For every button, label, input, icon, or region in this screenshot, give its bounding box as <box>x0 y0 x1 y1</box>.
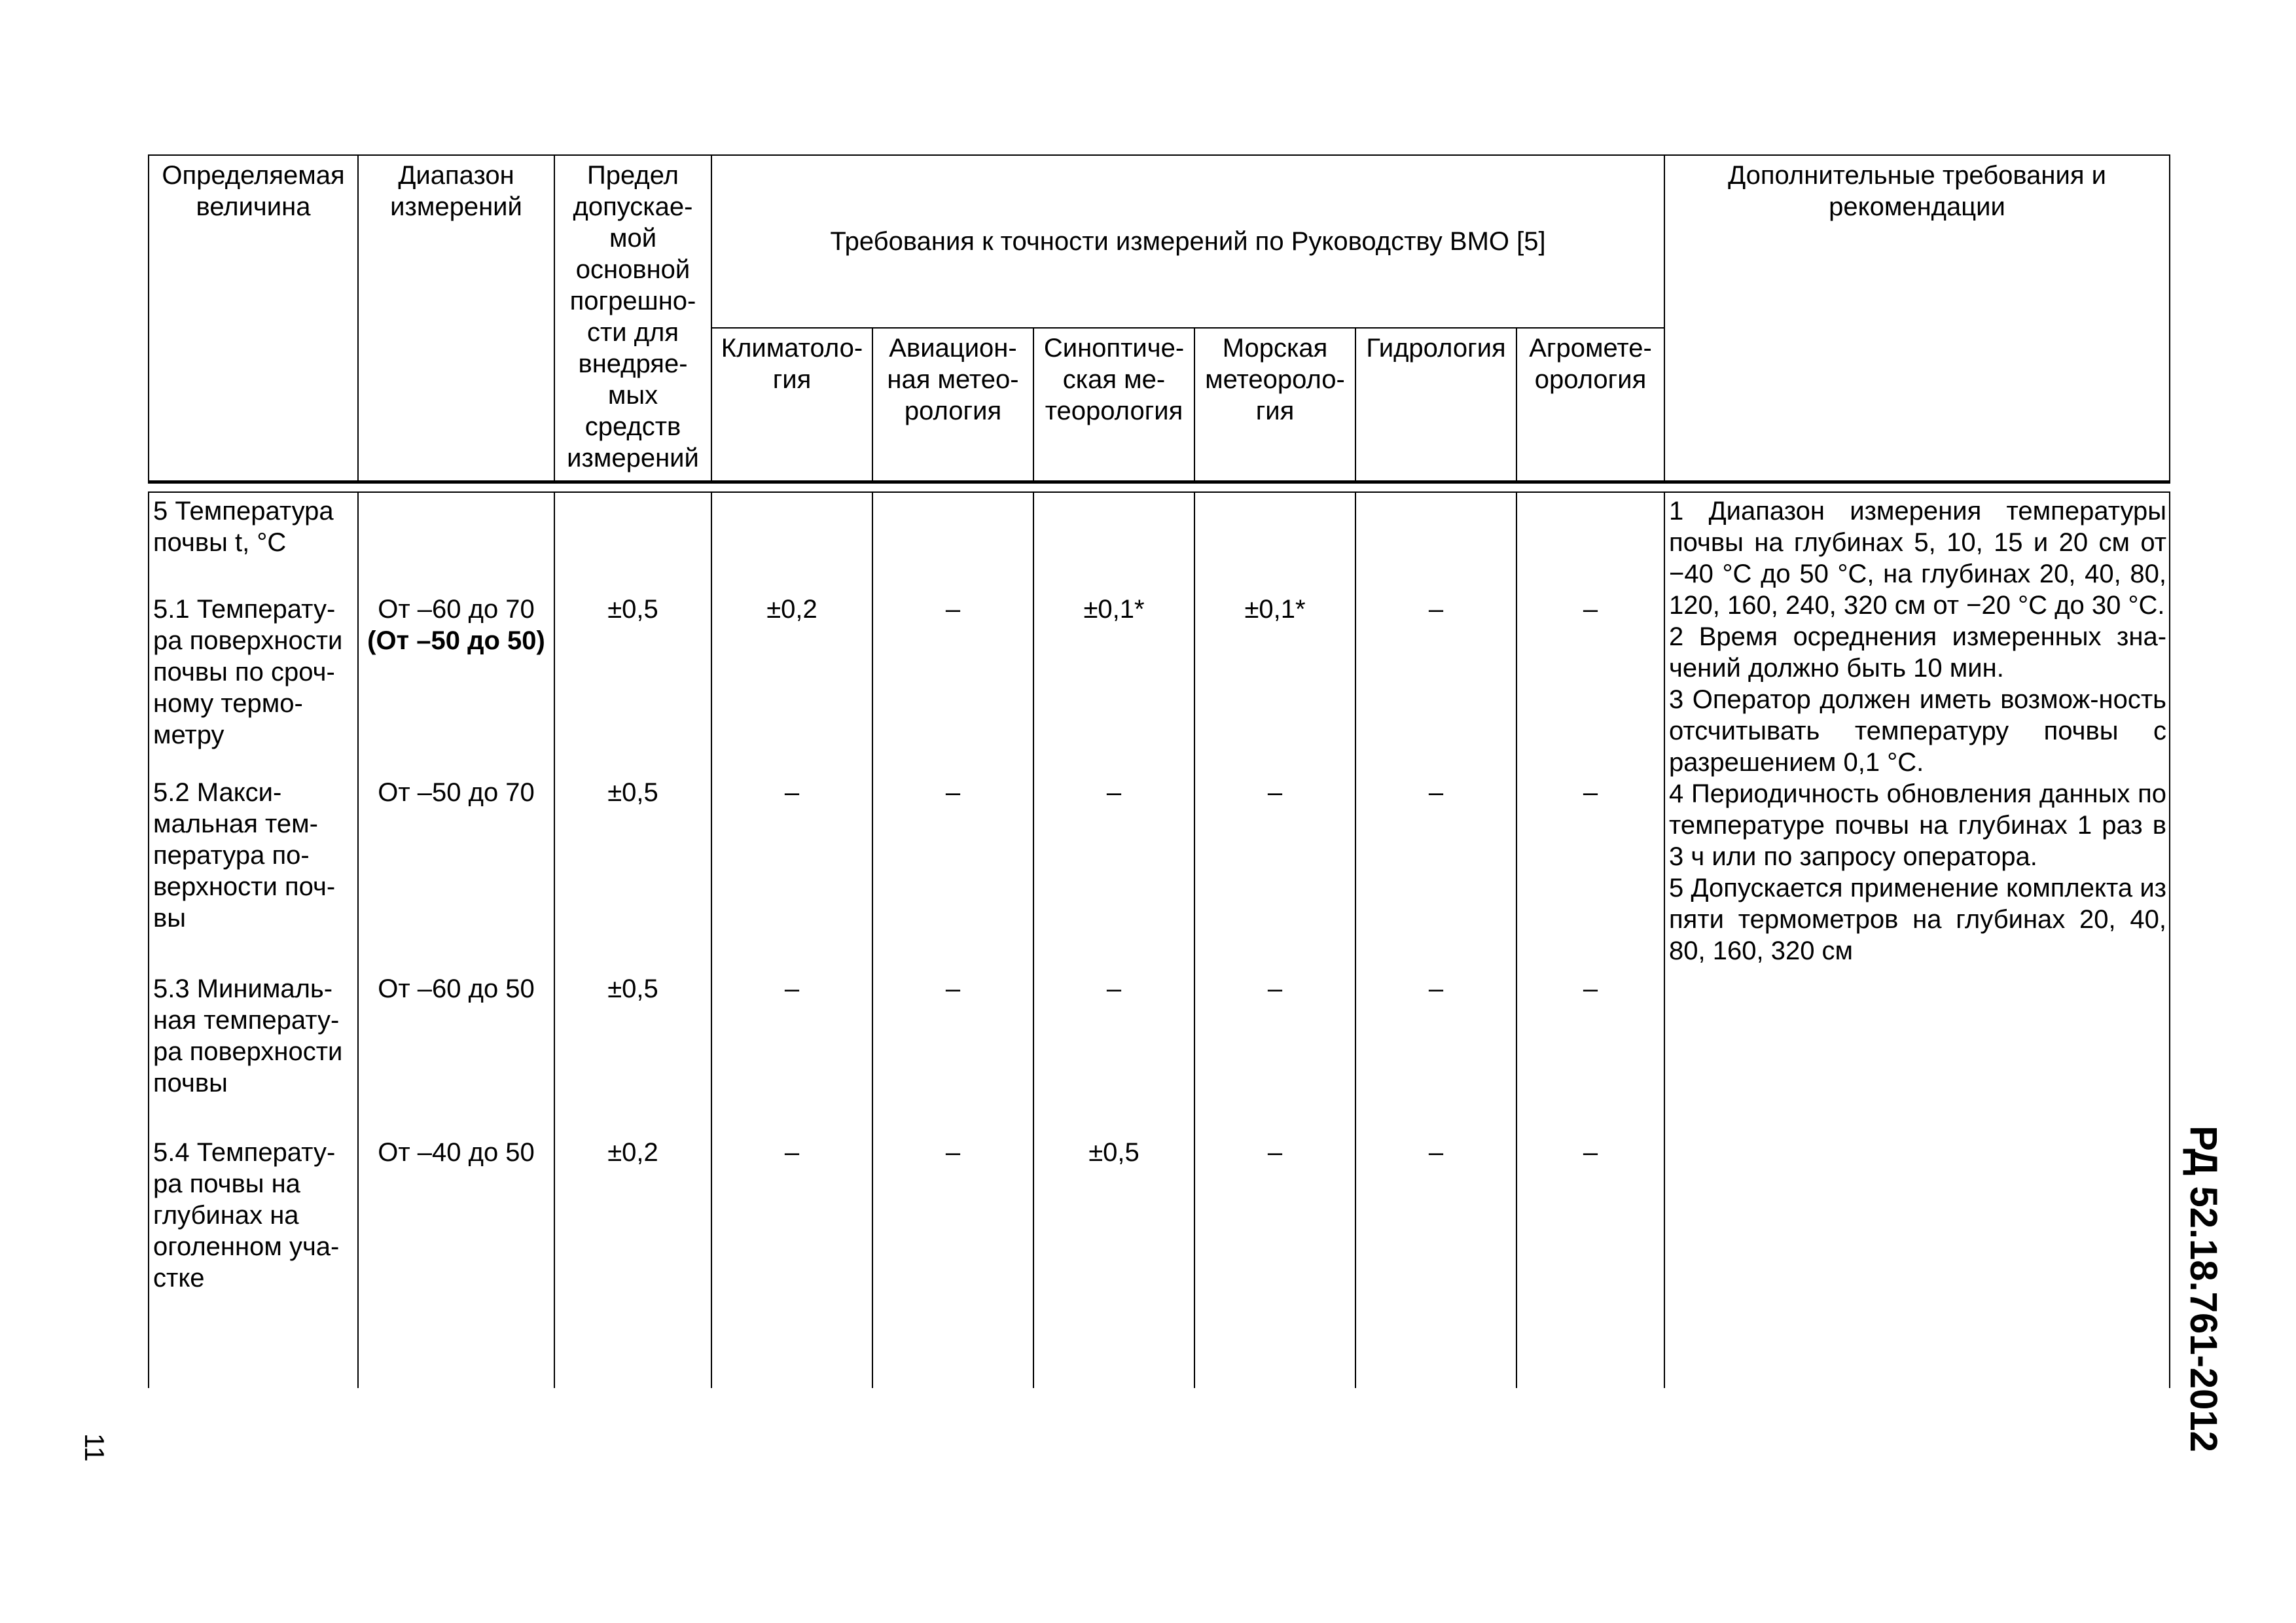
req-value: – <box>1428 595 1444 624</box>
agrometeorology-cell <box>1516 492 1664 1388</box>
req-value: – <box>1428 974 1444 1003</box>
aviation-cell <box>872 492 1033 1388</box>
range-value: От –50 до 70 <box>378 778 535 807</box>
req-value: – <box>1428 1138 1444 1167</box>
note-item: 5 Допускается применение комплекта из пяти термометров на глубинах 20, 40, 80, 160, 320 см <box>1669 874 2167 965</box>
additional-notes-cell <box>1664 492 2170 1388</box>
limit-cell <box>554 492 711 1388</box>
limit-value: ±0,5 <box>607 974 658 1003</box>
header-additional: Дополнительные требования и рекомендации <box>1664 155 2170 482</box>
header-agrometeorology: Агромете-орология <box>1516 328 1664 482</box>
header-error-limit: Предел допускае-мой основной погрешно-сти для внедряе-мых средств измерений <box>554 155 711 482</box>
range-cell <box>358 492 554 1388</box>
row-name: 5.4 Температу-ра почвы на глубинах на оголенном уча-стке <box>153 1138 340 1293</box>
req-value: – <box>784 778 800 807</box>
range-value: От –60 до 70 <box>378 595 535 624</box>
req-value: – <box>1428 778 1444 807</box>
page-number: 11 <box>79 1433 110 1462</box>
document-code: РД 52.18.761-2012 <box>2182 1126 2225 1452</box>
quantity-cell <box>149 492 358 1388</box>
req-value: – <box>784 1138 800 1167</box>
req-value: ±0,2 <box>766 595 817 624</box>
note-item: 3 Оператор должен иметь возмож-ность отсчитывать температуру почвы с разрешением 0,1 °С. <box>1669 685 2167 777</box>
range-alt-value: (От –50 до 50) <box>367 626 545 655</box>
hydrology-cell <box>1355 492 1516 1388</box>
limit-value: ±0,5 <box>607 778 658 807</box>
req-value: – <box>1267 1138 1283 1167</box>
header-aviation: Авиацион-ная метео-рология <box>872 328 1033 482</box>
req-value: – <box>945 595 961 624</box>
row-name: 5.2 Макси-мальная тем-пература по-верхности поч-вы <box>153 778 336 933</box>
req-value: ±0,5 <box>1088 1138 1139 1167</box>
limit-value: ±0,2 <box>607 1138 658 1167</box>
range-value: От –40 до 50 <box>378 1138 535 1167</box>
climatology-cell <box>711 492 872 1388</box>
req-value: – <box>1583 595 1598 624</box>
req-value: – <box>945 1138 961 1167</box>
req-value: – <box>1106 778 1122 807</box>
header-marine: Морская метеороло-гия <box>1194 328 1355 482</box>
req-value: – <box>1267 974 1283 1003</box>
header-hydrology: Гидрология <box>1355 328 1516 482</box>
limit-value: ±0,5 <box>607 595 658 624</box>
header-climatology: Климатоло-гия <box>711 328 872 482</box>
marine-cell <box>1194 492 1355 1388</box>
note-item: 2 Время осреднения измеренных зна-чений должно быть 10 мин. <box>1669 622 2167 683</box>
req-value: – <box>1106 974 1122 1003</box>
req-value: – <box>945 974 961 1003</box>
note-item: 4 Периодичность обновления данных по температуре почвы на глубинах 1 раз в 3 ч или по запросу оператора. <box>1669 779 2167 871</box>
note-item: 1 Диапазон измерения температуры почвы на глубинах 5, 10, 15 и 20 см от −40 °С до 50 °С, на глубинах 20, 40, 80, 120, 160, 240, 320 см от −20 °С до 30 °С. <box>1669 497 2167 620</box>
req-value: ±0,1* <box>1083 595 1145 624</box>
row-name: 5.1 Температу-ра поверхности почвы по сроч-ному термо-метру <box>153 595 343 749</box>
table-header <box>149 155 2170 482</box>
req-value: ±0,1* <box>1244 595 1306 624</box>
header-quantity: Определяемая величина <box>149 155 358 482</box>
synoptic-cell <box>1033 492 1194 1388</box>
req-value: – <box>945 778 961 807</box>
group-title: 5 Температура почвы t, °С <box>153 497 334 557</box>
req-value: – <box>784 974 800 1003</box>
header-wmo-requirements: Требования к точности измерений по Руководству ВМО [5] <box>711 155 1664 328</box>
req-value: – <box>1583 1138 1598 1167</box>
range-value: От –60 до 50 <box>378 974 535 1003</box>
table-row <box>149 492 2170 1388</box>
table-body <box>149 482 2170 1389</box>
row-name: 5.3 Минималь-ная температу-ра поверхности почвы <box>153 974 343 1097</box>
header-synoptic: Синоптиче-ская ме-теорология <box>1033 328 1194 482</box>
header-range: Диапазон измерений <box>358 155 554 482</box>
req-value: – <box>1267 778 1283 807</box>
measurement-requirements-table <box>148 154 2170 1388</box>
req-value: – <box>1583 974 1598 1003</box>
req-value: – <box>1583 778 1598 807</box>
